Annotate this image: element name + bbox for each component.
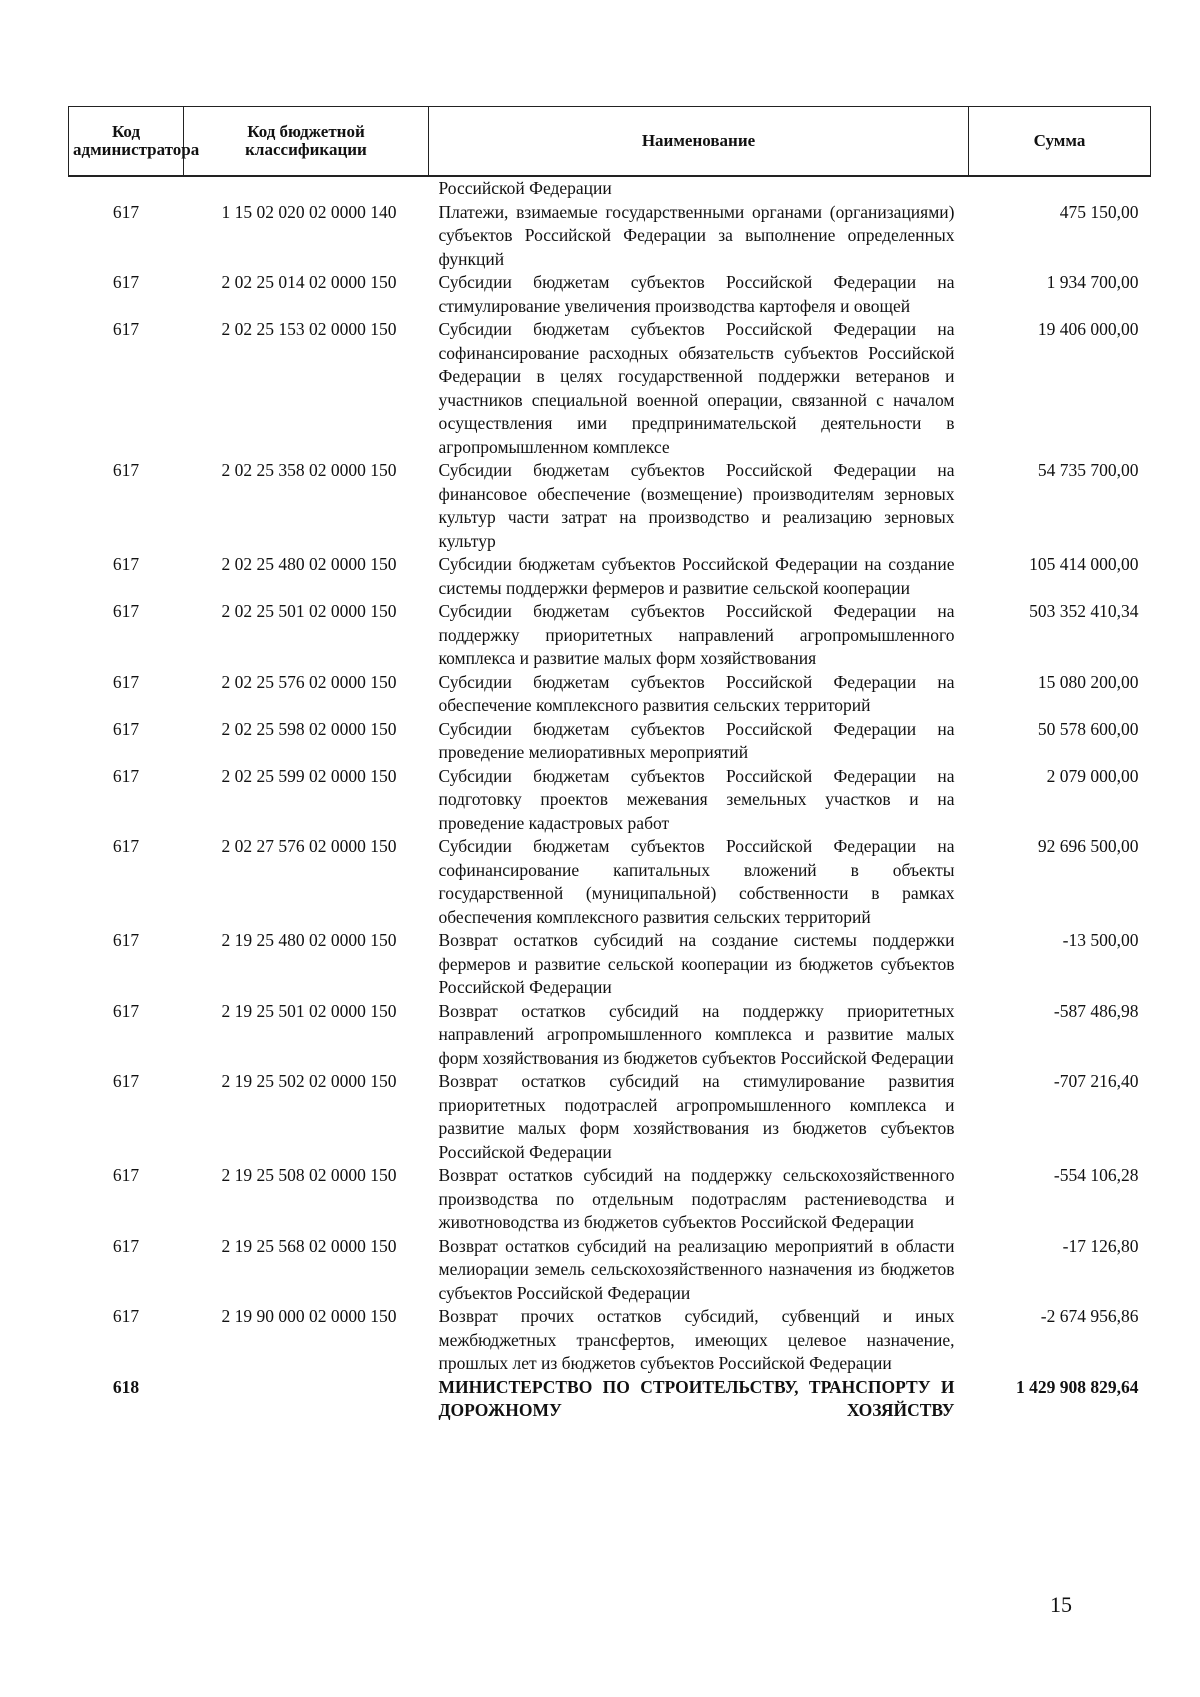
ministry-sum: 1 429 908 829,64 (1016, 1376, 1139, 1397)
budget-code: 2 19 25 502 02 0000 150 (221, 1071, 397, 1091)
table-row (69, 1235, 1151, 1306)
budget-code: 2 19 25 480 02 0000 150 (221, 930, 397, 950)
budget-code: 2 02 25 358 02 0000 150 (221, 460, 397, 480)
item-name: Субсидии бюджетам субъектов Российской Федерации на поддержку приоритетных направлений агропромышленного комплекса и развитие малых форм хозяйствования (438, 601, 955, 668)
budget-code: 2 19 25 508 02 0000 150 (221, 1165, 397, 1185)
table-row (69, 201, 1151, 272)
budget-code: 2 02 25 598 02 0000 150 (221, 718, 397, 739)
item-name: Субсидии бюджетам субъектов Российской Федерации на софинансирование капитальных вложений в объекты государственной (муниципальной) собственности в рамках обеспечения комплексного развития сельских территорий (438, 836, 955, 927)
table-row (69, 671, 1151, 718)
admin-code: 617 (112, 319, 140, 339)
item-sum: 92 696 500,00 (1037, 836, 1139, 856)
table-row (69, 271, 1151, 318)
admin-code: 617 (112, 671, 140, 692)
admin-code: 617 (112, 1235, 140, 1256)
item-sum: 15 080 200,00 (1037, 671, 1139, 692)
item-sum: 54 735 700,00 (1037, 460, 1139, 480)
budget-code: 2 02 25 501 02 0000 150 (221, 601, 397, 621)
header-budget-code: Код бюджетной классификации (184, 107, 429, 177)
budget-code: 2 19 25 501 02 0000 150 (221, 1000, 397, 1021)
continuation-text: Российской Федерации (438, 178, 612, 198)
budget-code: 2 19 25 568 02 0000 150 (221, 1235, 397, 1256)
page-number: 15 (1050, 1592, 1072, 1617)
admin-code: 617 (112, 272, 140, 292)
admin-code: 617 (112, 836, 140, 856)
table-row (69, 718, 1151, 765)
table-header (69, 107, 1151, 177)
table-row (69, 765, 1151, 836)
budget-code: 2 02 25 480 02 0000 150 (221, 554, 397, 574)
table-row (69, 835, 1151, 929)
header-admin-code: Код администратора (69, 107, 184, 177)
admin-code: 617 (112, 1306, 140, 1326)
item-name: Платежи, взимаемые государственными органами (организациями) субъектов Российской Федерации за выполнение определенных функций (438, 201, 955, 269)
document-page (68, 106, 1150, 1423)
budget-code: 1 15 02 020 02 0000 140 (221, 201, 397, 222)
item-sum: -2 674 956,86 (1040, 1306, 1139, 1326)
item-sum: -13 500,00 (1062, 930, 1139, 950)
item-name: Субсидии бюджетам субъектов Российской Федерации на подготовку проектов межевания земельных участков и на проведение кадастровых работ (438, 765, 955, 833)
item-name: Возврат остатков субсидий на создание системы поддержки фермеров и развитие сельской кооперации из бюджетов субъектов Российской Федерации (438, 930, 955, 997)
ministry-name: МИНИСТЕРСТВО ПО СТРОИТЕЛЬСТВУ, ТРАНСПОРТУ И ДОРОЖНОМУ ХОЗЯЙСТВУ (438, 1376, 955, 1420)
admin-code: 617 (112, 765, 140, 786)
item-sum: -587 486,98 (1053, 1000, 1139, 1021)
item-name: Возврат остатков субсидий на реализацию мероприятий в области мелиорации земель сельскохозяйственного назначения из бюджетов субъектов Российской Федерации (438, 1235, 955, 1303)
admin-code: 617 (112, 1165, 140, 1185)
item-name: Возврат остатков субсидий на поддержку приоритетных направлений агропромышленного комплекса и развитие малых форм хозяйствования из бюджетов субъектов Российской Федерации (438, 1000, 955, 1068)
table-row (69, 600, 1151, 671)
item-sum: 105 414 000,00 (1029, 554, 1139, 574)
item-name: Субсидии бюджетам субъектов Российской Федерации на стимулирование увеличения производства картофеля и овощей (438, 272, 955, 316)
item-name: Возврат прочих остатков субсидий, субвенций и иных межбюджетных трансфертов, имеющих целевое назначение, прошлых лет из бюджетов субъектов Российской Федерации (438, 1306, 955, 1373)
budget-code: 2 02 25 576 02 0000 150 (221, 671, 397, 692)
admin-code: 617 (112, 1071, 140, 1091)
table-row (69, 318, 1151, 459)
item-sum: 1 934 700,00 (1046, 272, 1139, 292)
item-sum: 50 578 600,00 (1037, 718, 1139, 739)
admin-code: 617 (112, 201, 140, 222)
table-row-continuation (69, 176, 1151, 201)
budget-code: 2 02 27 576 02 0000 150 (221, 836, 397, 856)
item-sum: -17 126,80 (1062, 1235, 1139, 1256)
admin-code: 618 (112, 1376, 140, 1397)
item-sum: 19 406 000,00 (1037, 319, 1139, 339)
item-sum: -707 216,40 (1053, 1071, 1139, 1091)
budget-code (184, 1376, 429, 1423)
item-name: Субсидии бюджетам субъектов Российской Федерации на финансовое обеспечение (возмещение) производителям зерновых культур части затрат на производство и реализацию зерновых культур (438, 460, 955, 551)
item-sum: 503 352 410,34 (1029, 601, 1139, 621)
table-row (69, 1305, 1151, 1376)
item-name: Возврат остатков субсидий на стимулирование развития приоритетных подотраслей агропромышленного комплекса и развитие малых форм хозяйствования из бюджетов субъектов Российской Федерации (438, 1071, 955, 1162)
item-name: Субсидии бюджетам субъектов Российской Федерации на проведение мелиоративных мероприятий (438, 718, 955, 762)
admin-code: 617 (112, 554, 140, 574)
table-row (69, 553, 1151, 600)
budget-code: 2 02 25 153 02 0000 150 (221, 319, 397, 339)
table-row (69, 1000, 1151, 1071)
item-sum: -554 106,28 (1053, 1165, 1139, 1185)
table-row (69, 1070, 1151, 1164)
budget-table (68, 106, 1151, 1423)
table-row (69, 459, 1151, 553)
admin-code: 617 (112, 718, 140, 739)
admin-code: 617 (112, 601, 140, 621)
item-sum: 475 150,00 (1059, 201, 1139, 222)
item-name: Субсидии бюджетам субъектов Российской Федерации на обеспечение комплексного развития сельских территорий (438, 671, 955, 715)
admin-code: 617 (112, 1000, 140, 1021)
item-sum: 2 079 000,00 (1046, 765, 1139, 786)
header-name: Наименование (429, 107, 969, 177)
table-row (69, 1164, 1151, 1235)
budget-code: 2 02 25 599 02 0000 150 (221, 765, 397, 786)
table-row-ministry (69, 1376, 1151, 1423)
table-row (69, 929, 1151, 1000)
admin-code: 617 (112, 460, 140, 480)
admin-code: 617 (112, 930, 140, 950)
item-name: Субсидии бюджетам субъектов Российской Федерации на создание системы поддержки фермеров и развитие сельской кооперации (438, 554, 955, 598)
budget-code: 2 19 90 000 02 0000 150 (221, 1306, 397, 1326)
item-name: Возврат остатков субсидий на поддержку сельскохозяйственного производства по отдельным подотраслям растениеводства и животноводства из бюджетов субъектов Российской Федерации (438, 1165, 955, 1232)
item-name: Субсидии бюджетам субъектов Российской Федерации на софинансирование расходных обязательств субъектов Российской Федерации в целях государственной поддержки ветеранов и участников специальной военной операции, связанной с началом осуществления ими предпринимательской деятельности в агропромышленном комплексе (438, 319, 955, 457)
budget-code: 2 02 25 014 02 0000 150 (221, 272, 397, 292)
header-sum: Сумма (969, 107, 1151, 177)
